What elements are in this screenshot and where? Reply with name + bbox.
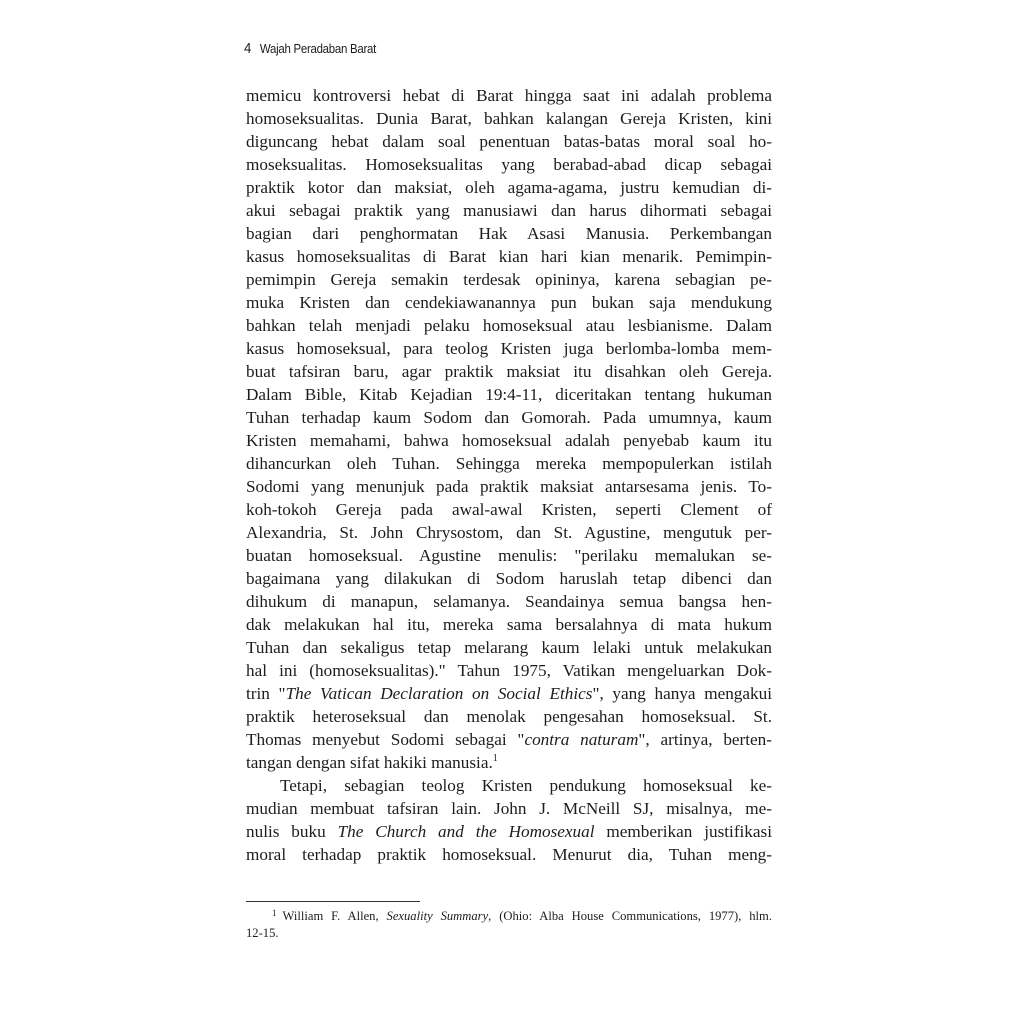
text-segment: pemimpin Gereja semakin terdesak opininya, karena sebagian pe- [246, 270, 772, 289]
text-segment: akui sebagai praktik yang manusiawi dan harus dihormati sebagai [246, 201, 772, 220]
text-segment: dak melakukan hal itu, mereka sama bersalahnya di mata hukum [246, 615, 772, 634]
text-segment: moseksualitas. Homoseksualitas yang berabad-abad dicap sebagai [246, 155, 772, 174]
text-line [246, 452, 772, 475]
text-segment: Tuhan dan sekaligus tetap melarang kaum lelaki untuk melakukan [246, 638, 772, 657]
footnote-continuation: 12-15. [246, 926, 279, 940]
text-segment: dihancurkan oleh Tuhan. Sehingga mereka mempopulerkan istilah [246, 454, 772, 473]
running-title: Wajah Peradaban Barat [259, 41, 377, 56]
footnote-publication: , (Ohio: Alba House Communications, 1977), hlm. [488, 909, 772, 923]
text-line [246, 406, 772, 429]
text-segment: trin " [246, 684, 286, 703]
text-line [246, 245, 772, 268]
text-segment: tangan dengan sifat hakiki manusia. [246, 753, 493, 772]
text-segment: mudian membuat tafsiran lain. John J. McNeill SJ, misalnya, me- [246, 799, 772, 818]
text-line [246, 797, 772, 820]
text-segment: praktik heteroseksual dan menolak pengesahan homoseksual. St. [246, 707, 772, 726]
text-line [246, 383, 772, 406]
text-segment: muka Kristen dan cendekiawanannya pun bukan saja mendukung [246, 293, 772, 312]
text-segment: hal ini (homoseksualitas)." Tahun 1975, Vatikan mengeluarkan Dok- [246, 661, 772, 680]
footnote-title: Sexuality Summary [386, 909, 489, 923]
italic-title: The Church and the Homosexual [337, 822, 595, 841]
text-line [246, 130, 772, 153]
text-line [246, 636, 772, 659]
text-line [246, 544, 772, 567]
text-line [246, 659, 772, 682]
text-segment: koh-tokoh Gereja pada awal-awal Kristen, seperti Clement of [246, 500, 772, 519]
text-segment: Alexandria, St. John Chrysostom, dan St. Agustine, mengutuk per- [246, 523, 772, 542]
text-line [246, 498, 772, 521]
text-segment: buat tafsiran baru, agar praktik maksiat itu disahkan oleh Gereja. [246, 362, 772, 381]
text-line [246, 682, 772, 705]
text-segment: ", artinya, berten- [638, 730, 772, 749]
text-line [246, 199, 772, 222]
text-line [246, 337, 772, 360]
text-segment: buatan homoseksual. Agustine menulis: "perilaku memalukan se- [246, 546, 772, 565]
text-segment: nulis buku [246, 822, 338, 841]
text-line [246, 268, 772, 291]
text-segment: Sodomi yang menunjuk pada praktik maksiat antarsesama jenis. To- [246, 477, 772, 496]
text-segment: Thomas menyebut Sodomi sebagai " [246, 730, 525, 749]
body-text [246, 84, 772, 866]
text-segment: memberikan justifikasi [594, 822, 772, 841]
text-segment: bahkan telah menjadi pelaku homoseksual atau lesbianisme. Dalam [246, 316, 772, 335]
text-line [246, 521, 772, 544]
footnote [246, 905, 772, 942]
text-line [246, 774, 772, 797]
text-line [246, 429, 772, 452]
text-segment: Dalam Bible, Kitab Kejadian 19:4-11, diceritakan tentang hukuman [246, 385, 772, 404]
text-line [246, 590, 772, 613]
text-line [246, 84, 772, 107]
text-line [246, 820, 772, 843]
text-segment: Kristen memahami, bahwa homoseksual adalah penyebab kaum itu [246, 431, 772, 450]
italic-title: contra naturam [524, 730, 639, 749]
text-line [246, 291, 772, 314]
page-number: 4 [244, 40, 252, 57]
text-line [246, 314, 772, 337]
text-line [246, 843, 772, 866]
text-line [246, 107, 772, 130]
text-segment: diguncang hebat dalam soal penentuan batas-batas moral soal ho- [246, 132, 772, 151]
text-segment: praktik kotor dan maksiat, oleh agama-agama, justru kemudian di- [246, 178, 772, 197]
text-line [246, 751, 772, 774]
text-line [246, 613, 772, 636]
text-segment: ", yang hanya mengakui [592, 684, 772, 703]
text-line [246, 475, 772, 498]
text-line [246, 222, 772, 245]
text-line [246, 153, 772, 176]
text-line [246, 567, 772, 590]
text-segment: moral terhadap praktik homoseksual. Menurut dia, Tuhan meng- [246, 845, 772, 864]
italic-title: The Vatican Declaration on Social Ethics [285, 684, 593, 703]
footnote-author: William F. Allen, [282, 909, 387, 923]
text-segment: Tuhan terhadap kaum Sodom dan Gomorah. Pada umumnya, kaum [246, 408, 772, 427]
running-header [244, 40, 376, 57]
text-segment: bagaimana yang dilakukan di Sodom haruslah tetap dibenci dan [246, 569, 772, 588]
text-segment: Tetapi, sebagian teolog Kristen pendukung homoseksual ke- [280, 776, 772, 795]
text-line [246, 360, 772, 383]
text-line [246, 728, 772, 751]
text-line [246, 705, 772, 728]
footnote-divider [246, 901, 420, 902]
footnote-line [246, 905, 772, 925]
text-segment: bagian dari penghormatan Hak Asasi Manusia. Perkembangan [246, 224, 772, 243]
text-segment: memicu kontroversi hebat di Barat hingga saat ini adalah problema [246, 86, 772, 105]
text-segment: kasus homoseksual, para teolog Kristen juga berlomba-lomba mem- [246, 339, 772, 358]
text-segment: dihukum di manapun, selamanya. Seandainya semua bangsa hen- [246, 592, 772, 611]
footnote-reference: 1 [492, 753, 498, 764]
footnote-marker: 1 [272, 908, 277, 918]
text-segment: kasus homoseksualitas di Barat kian hari kian menarik. Pemimpin- [246, 247, 772, 266]
text-line [246, 176, 772, 199]
text-segment: homoseksualitas. Dunia Barat, bahkan kalangan Gereja Kristen, kini [246, 109, 772, 128]
